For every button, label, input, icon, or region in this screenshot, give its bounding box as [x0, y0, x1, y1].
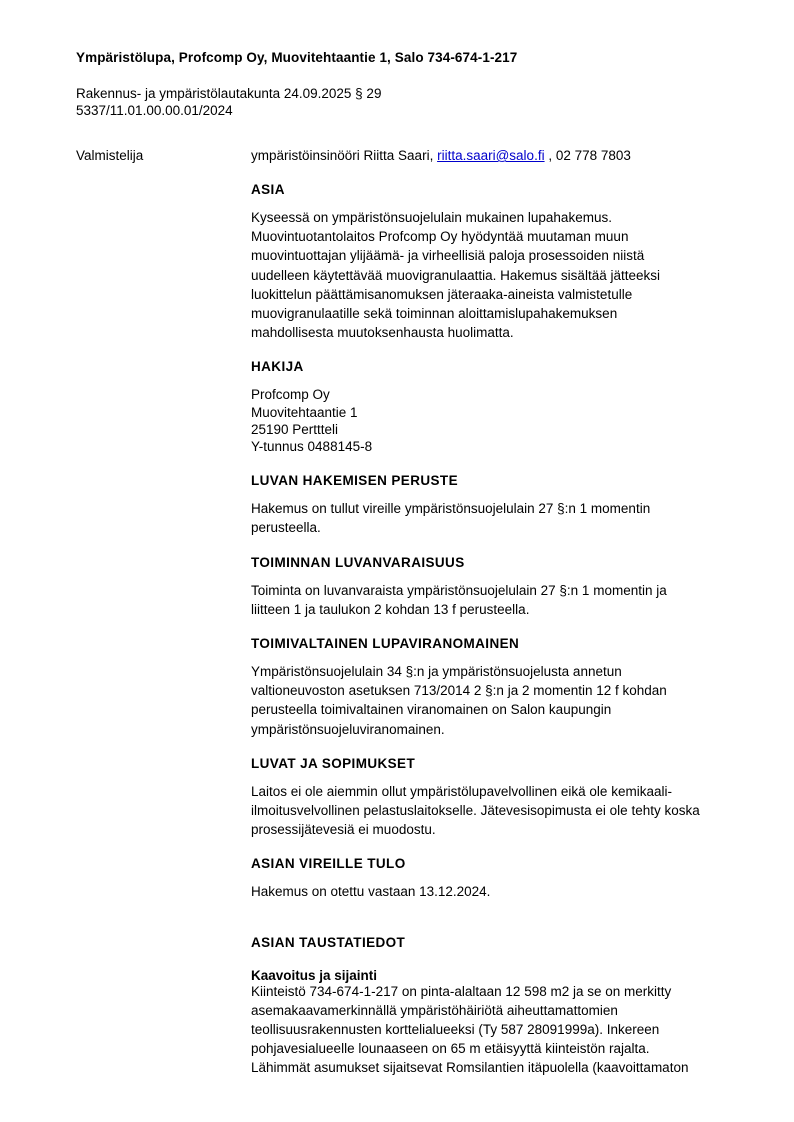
preparer-value — [251, 147, 738, 164]
section-paragraph: luokittelun päättämisanomuksen jäteraaka-aineista valmistetulle — [251, 286, 633, 302]
section-paragraph: muovigranulaatille sekä toiminnan aloittamislupahakemuksen — [251, 306, 618, 322]
document-body — [251, 182, 738, 1077]
section-heading: ASIA — [251, 182, 285, 197]
section-paragraph: perusteella toimivaltainen viranomainen on Salon kaupungin — [251, 702, 612, 718]
page-title: Ympäristölupa, Profcomp Oy, Muovitehtaantie 1, Salo 734-674-1-217 — [76, 50, 518, 65]
spacer — [251, 903, 738, 919]
section-heading: HAKIJA — [251, 359, 304, 375]
section-paragraph: perusteella. — [251, 520, 321, 536]
section-paragraph: Lähimmät asumukset sijaitsevat Romsilantien itäpuolella (kaavoittamaton — [251, 1060, 689, 1076]
section-asian-vireille-tulo — [251, 856, 738, 900]
preparer-label: Valmistelija — [76, 148, 144, 163]
section-paragraph: mahdollisesta muutoksenhausta huolimatta. — [251, 325, 514, 341]
section-luvan-hakemisen-peruste — [251, 473, 738, 536]
section-asian-taustatiedot — [251, 935, 738, 1077]
section-toimivaltainen-lupaviranomainen — [251, 636, 738, 738]
applicant-street: Muovitehtaantie 1 — [251, 404, 358, 420]
section-paragraph: Kiinteistö 734-674-1-217 on pinta-alaltaan 12 598 m2 ja se on merkitty — [251, 983, 672, 999]
section-toiminnan-luvanvaraisuus — [251, 555, 738, 618]
section-paragraph: teollisuusrakennusten korttelialueeksi (Ty 587 28091999a). Inkereen — [251, 1022, 660, 1038]
section-paragraph: asemakaavamerkinnällä ympäristöhäiriötä aiheuttamattomien — [251, 1002, 618, 1018]
section-paragraph: ilmoitusvelvollinen pelastuslaitokselle. Jätevesisopimusta ei ole tehty koska — [251, 803, 700, 819]
section-paragraph: Laitos ei ole aiemmin ollut ympäristölupavelvollinen eikä ole kemikaali- — [251, 783, 672, 799]
section-paragraph: ympäristönsuojeluviranomainen. — [251, 721, 445, 737]
section-heading: ASIAN TAUSTATIEDOT — [251, 934, 406, 950]
section-subheading: Kaavoitus ja sijainti — [251, 967, 378, 983]
section-heading: ASIAN VIREILLE TULO — [251, 856, 406, 872]
section-paragraph: liitteen 1 ja taulukon 2 kohdan 13 f perusteella. — [251, 601, 530, 617]
section-asia — [251, 182, 738, 341]
section-heading: LUVAT JA SOPIMUKSET — [251, 755, 416, 771]
preparer-row — [76, 147, 738, 164]
section-paragraph: pohjavesialueelle lounaaseen on 65 m etäisyyttä kiinteistön rajalta. — [251, 1041, 650, 1057]
meta-case-number: 5337/11.01.00.00.01/2024 — [76, 103, 233, 118]
section-paragraph: Muovintuotantolaitos Profcomp Oy hyödyntää muutaman muun — [251, 229, 629, 245]
section-luvat-ja-sopimukset — [251, 756, 738, 839]
section-paragraph: Hakemus on tullut vireille ympäristönsuojelulain 27 §:n 1 momentin — [251, 501, 651, 517]
preparer-phone: , 02 778 7803 — [544, 148, 631, 163]
section-heading: TOIMINNAN LUVANVARAISUUS — [251, 554, 465, 570]
section-paragraph: Kyseessä on ympäristönsuojelulain mukainen lupahakemus. — [251, 210, 612, 225]
applicant-business-id: Y-tunnus 0488145-8 — [251, 439, 373, 455]
section-paragraph: muovintuottajan ylijäämä- ja virheellisiä paloja prosessoiden niistä — [251, 248, 645, 264]
section-hakija — [251, 359, 738, 455]
section-paragraph: valtioneuvoston asetuksen 713/2014 2 §:n ja 2 momentin 12 f kohdan — [251, 683, 667, 699]
section-heading: LUVAN HAKEMISEN PERUSTE — [251, 473, 458, 489]
meta-board-line: Rakennus- ja ympäristölautakunta 24.09.2025 § 29 — [76, 86, 382, 101]
section-heading: TOIMIVALTAINEN LUPAVIRANOMAINEN — [251, 636, 520, 652]
applicant-postal: 25190 Perttteli — [251, 421, 339, 437]
section-paragraph: Toiminta on luvanvaraista ympäristönsuojelulain 27 §:n 1 momentin ja — [251, 582, 667, 598]
preparer-name: ympäristöinsinööri Riitta Saari, — [251, 148, 438, 163]
document-meta — [76, 85, 738, 119]
section-paragraph: Hakemus on otettu vastaan 13.12.2024. — [251, 884, 491, 900]
section-paragraph: Ympäristönsuojelulain 34 §:n ja ympäristönsuojelusta annetun — [251, 664, 622, 680]
section-paragraph: prosessijätevesiä ei muodostu. — [251, 822, 436, 838]
preparer-email-link[interactable]: riitta.saari@salo.fi — [437, 148, 545, 163]
applicant-name: Profcomp Oy — [251, 387, 330, 403]
section-paragraph: uudelleen käytettävää muovigranulaattia. Hakemus sisältää jätteeksi — [251, 267, 660, 283]
